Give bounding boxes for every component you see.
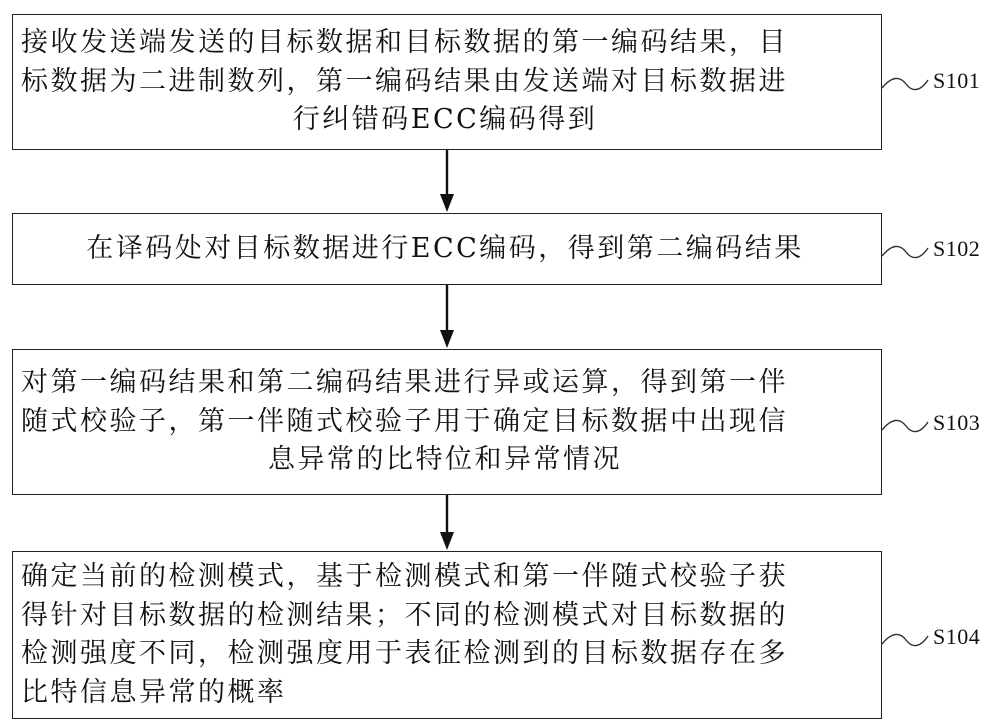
- step-label-s102: S102: [933, 236, 981, 261]
- step-text-s104: [13, 558, 881, 712]
- step-text-s103: [13, 364, 881, 480]
- step-label-s103: S103: [933, 410, 981, 435]
- arrow-s103-to-s104: [440, 495, 454, 550]
- step-line: 检测强度不同，检测强度用于表征检测到的目标数据存在多: [21, 638, 788, 669]
- step-text-s102: [13, 230, 881, 269]
- step-line: 比特信息异常的概率: [21, 676, 287, 708]
- leader-line-s102: [882, 246, 928, 257]
- step-line: 得针对目标数据的检测结果；不同的检测模式对目标数据的: [21, 599, 788, 631]
- arrow-s101-to-s102: [440, 150, 454, 212]
- step-box-s101: [12, 14, 882, 150]
- leader-line-s103: [882, 420, 928, 431]
- leader-line-s101: [882, 78, 928, 89]
- step-line: 接收发送端发送的目标数据和目标数据的第一编码结果，目: [21, 27, 788, 59]
- step-label-s101: S101: [933, 68, 981, 93]
- step-text-s101: [13, 24, 881, 140]
- step-box-s103: [12, 349, 882, 495]
- step-line: 确定当前的检测模式，基于检测模式和第一伴随式校验子获: [21, 561, 788, 592]
- step-line: 对第一编码结果和第二编码结果进行异或运算，得到第一伴: [21, 367, 788, 399]
- step-line: 行纠错码ECC编码得到: [292, 104, 598, 136]
- step-line: 息异常的比特位和异常情况: [268, 444, 622, 476]
- arrow-s102-to-s103: [440, 285, 454, 348]
- step-label-s104: S104: [933, 624, 981, 649]
- step-line: 随式校验子，第一伴随式校验子用于确定目标数据中出现信: [21, 405, 788, 437]
- leader-line-s104: [882, 634, 928, 645]
- step-box-s102: [12, 213, 882, 285]
- step-box-s104: [12, 551, 882, 719]
- step-line: 标数据为二进制数列，第一编码结果由发送端对目标数据进: [21, 65, 788, 97]
- step-line: 在译码处对目标数据进行ECC编码，得到第二编码结果: [86, 232, 804, 264]
